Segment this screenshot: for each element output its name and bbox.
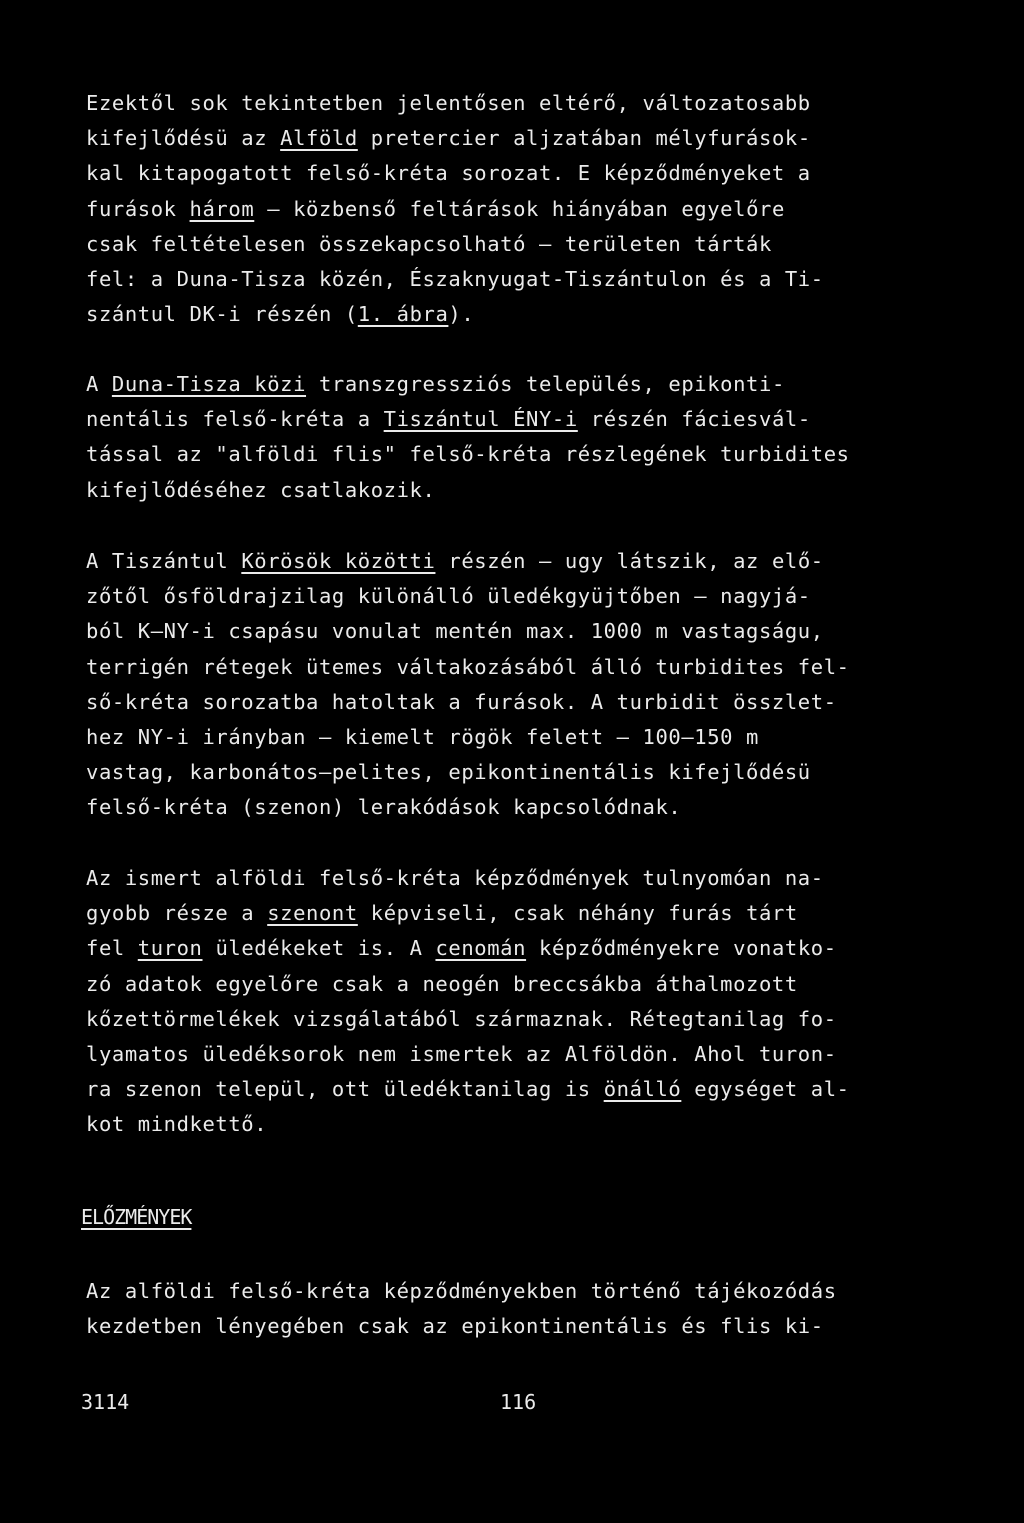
text-line	[86, 650, 966, 685]
paragraph-2	[86, 367, 966, 508]
text-segment: fel: a Duna-Tisza közén, Északnyugat-Tiszántulon és a Ti-	[86, 266, 824, 291]
underlined-term: Duna-Tisza közi	[111, 372, 307, 396]
text-segment: képződményekre vonatko-	[526, 936, 837, 961]
footer-code: 3114	[81, 1390, 130, 1414]
text-line	[86, 1309, 966, 1344]
text-segment: szántul DK-i részén (	[86, 302, 358, 327]
text-segment: lyamatos üledéksorok nem ismertek az Alföldön. Ahol turon-	[86, 1041, 837, 1066]
text-segment: furások	[86, 196, 190, 221]
text-line	[86, 896, 966, 931]
paragraph-1	[86, 86, 966, 332]
text-segment: felső-kréta (szenon) lerakódások kapcsolódnak.	[86, 795, 682, 820]
text-segment: A Tiszántul	[86, 549, 242, 573]
text-segment: — közbenső feltárások hiányában egyelőre	[254, 196, 785, 221]
text-segment: kőzettörmelékek vizsgálatából származnak. Rétegtanilag fo-	[86, 1006, 837, 1031]
text-segment: zőtől ősföldrajzilag különálló üledékgyüjtőben — nagyjá-	[86, 584, 811, 609]
text-segment: csak feltételesen összekapcsolható — területen tárták	[86, 231, 772, 256]
text-line	[86, 121, 966, 156]
underlined-term: cenomán	[435, 936, 527, 961]
text-line	[86, 544, 966, 579]
text-line	[86, 227, 966, 262]
text-segment: fel	[86, 936, 138, 961]
text-line	[86, 1037, 966, 1072]
underlined-term: három	[189, 196, 255, 221]
text-line	[86, 473, 966, 508]
underlined-term: turon	[137, 936, 203, 961]
text-line	[86, 1002, 966, 1037]
text-line	[86, 437, 966, 472]
text-segment: vastag, karbonátos—pelites, epikontinentális kifejlődésü	[86, 760, 811, 785]
text-segment: A	[86, 372, 112, 396]
text-line	[86, 192, 966, 227]
text-line	[86, 402, 966, 437]
text-line	[86, 720, 966, 755]
text-segment: kifejlődéséhez csatlakozik.	[86, 477, 436, 502]
text-segment: kifejlődésü az	[86, 126, 281, 151]
text-segment: üledékeket is. A	[202, 936, 436, 961]
text-segment: kot mindkettő.	[86, 1112, 268, 1137]
text-line	[86, 262, 966, 297]
text-segment: hez NY-i irányban — kiemelt rögök felett — 100—150 m	[86, 724, 759, 749]
paragraph-4	[86, 861, 966, 1143]
section-heading: ELŐZMÉNYEK	[81, 1205, 192, 1229]
text-segment: zó adatok egyelőre csak a neogén breccsákba áthalmozott	[86, 971, 798, 996]
underlined-term: önálló	[603, 1077, 682, 1102]
text-segment: részén fáciesvál-	[577, 407, 811, 432]
text-line	[86, 579, 966, 614]
text-line	[86, 297, 966, 332]
underlined-term: 1. ábra	[357, 302, 449, 327]
underlined-term: Alföld	[280, 126, 358, 151]
text-line	[86, 156, 966, 191]
paragraph-5	[86, 1274, 966, 1344]
text-segment: egységet al-	[681, 1077, 850, 1102]
text-segment: ból K—NY-i csapásu vonulat mentén max. 1000 m vastagságu,	[86, 619, 824, 644]
text-segment: ra szenon települ, ott üledéktanilag is	[86, 1077, 604, 1102]
text-line	[86, 1107, 966, 1142]
text-segment: nentális felső-kréta a	[86, 407, 384, 432]
text-segment: tással az "alföldi flis" felső-kréta részlegének turbidites	[86, 442, 850, 467]
text-line	[86, 967, 966, 1002]
underlined-term: Körösök közötti	[241, 549, 436, 573]
text-line	[86, 755, 966, 790]
text-line	[86, 1274, 966, 1309]
underlined-term: Tiszántul ÉNY-i	[383, 407, 578, 432]
text-segment: gyobb része a	[86, 901, 268, 926]
text-segment: transzgressziós település, epikonti-	[306, 372, 785, 396]
text-line	[86, 861, 966, 896]
text-segment: kezdetben lényegében csak az epikontinentális és flis ki-	[86, 1314, 824, 1339]
text-line	[86, 685, 966, 720]
text-segment: terrigén rétegek ütemes váltakozásából álló turbidites fel-	[86, 654, 850, 679]
text-segment: Az ismert alföldi felső-kréta képződmények tulnyomóan na-	[86, 866, 824, 890]
text-line	[86, 86, 966, 121]
text-line	[86, 614, 966, 649]
text-segment: ).	[448, 302, 475, 327]
text-line	[86, 1072, 966, 1107]
text-segment: ső-kréta sorozatba hatoltak a furások. A turbidit összlet-	[86, 689, 837, 714]
paragraph-3	[86, 544, 966, 826]
text-line	[86, 367, 966, 402]
text-segment: képviseli, csak néhány furás tárt	[357, 901, 798, 926]
underlined-term: szenont	[267, 901, 358, 926]
text-segment: pretercier aljzatában mélyfurások-	[357, 126, 811, 151]
text-line	[86, 790, 966, 825]
text-segment: részén — ugy látszik, az elő-	[435, 549, 824, 573]
text-line	[86, 931, 966, 966]
page-number: 116	[500, 1390, 537, 1414]
text-segment: Az alföldi felső-kréta képződményekben történő tájékozódás	[86, 1279, 837, 1303]
text-segment: kal kitapogatott felső-kréta sorozat. E képződményeket a	[86, 161, 811, 186]
text-segment: Ezektől sok tekintetben jelentősen eltérő, változatosabb	[86, 91, 811, 115]
